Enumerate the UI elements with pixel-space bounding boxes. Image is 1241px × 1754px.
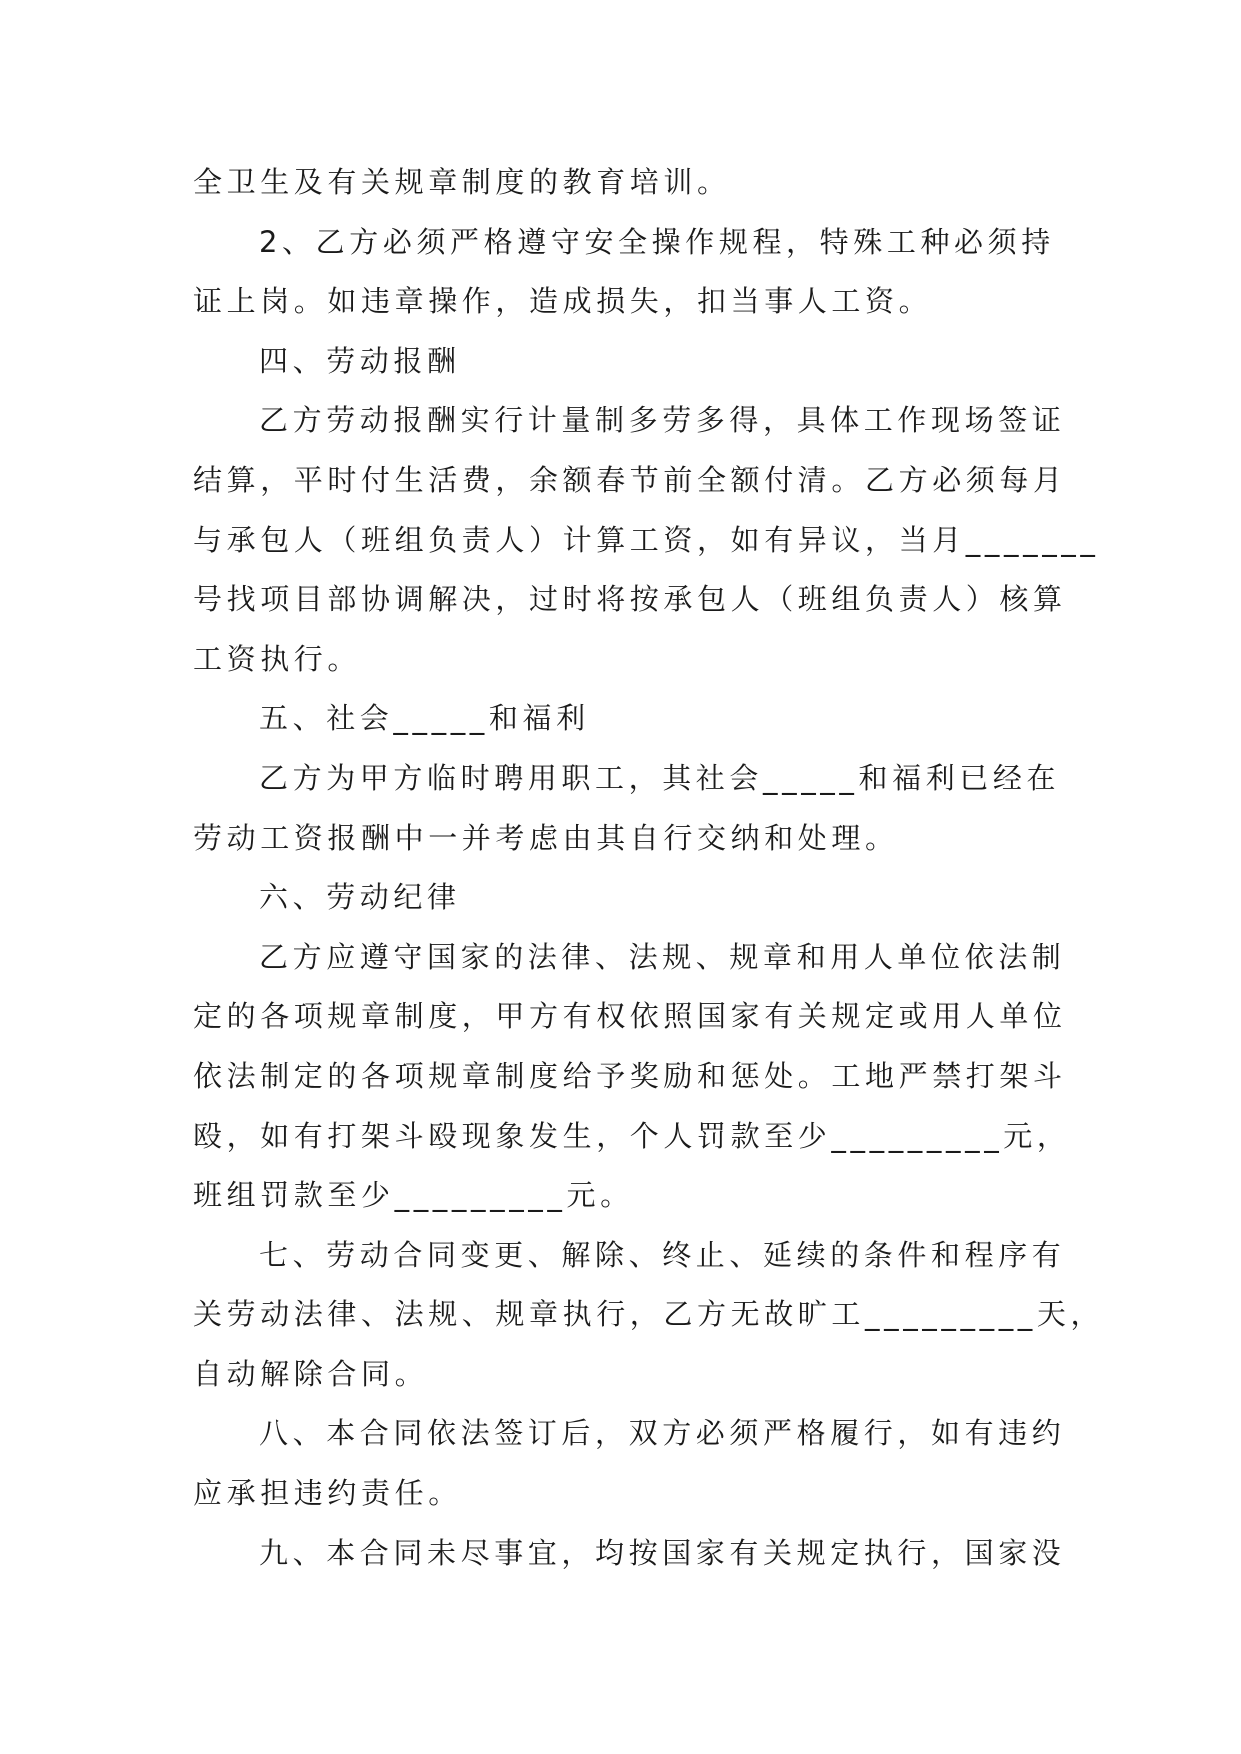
text-line-23: 应承担违约责任。 (193, 1476, 462, 1511)
text-line-5: 乙方劳动报酬实行计量制多劳多得，具体工作现场签证 (259, 403, 1066, 438)
text-line-3: 证上岗。如违章操作，造成损失，扣当事人工资。 (193, 284, 933, 319)
text-line-9: 工资执行。 (193, 641, 362, 676)
text-line-19: 七、劳动合同变更、解除、终止、延续的条件和程序有 (259, 1237, 1066, 1272)
text-line-7: 与承包人（班组负责人）计算工资，如有异议，当月_______ (193, 522, 1100, 557)
text-line-17: 殴，如有打架斗殴现象发生，个人罚款至少_________元， (193, 1118, 1071, 1153)
text-line-24: 九、本合同未尽事宜，均按国家有关规定执行，国家没 (259, 1535, 1066, 1570)
text-line-11: 乙方为甲方临时聘用职工，其社会_____和福利已经在 (259, 760, 1061, 795)
text-line-6: 结算，平时付生活费，余额春节前全额付清。乙方必须每月 (193, 462, 1067, 497)
text-line-14: 乙方应遵守国家的法律、法规、规章和用人单位依法制 (259, 939, 1066, 974)
text-line-15: 定的各项规章制度，甲方有权依照国家有关规定或用人单位 (193, 999, 1067, 1034)
text-line-8: 号找项目部协调解决，过时将按承包人（班组负责人）核算 (193, 582, 1067, 617)
text-line-1: 全卫生及有关规章制度的教育培训。 (193, 165, 731, 199)
text-line-4: 四、劳动报酬 (259, 343, 461, 378)
text-line-18: 班组罚款至少_________元。 (193, 1178, 634, 1213)
text-line-22: 八、本合同依法签订后，双方必须严格履行，如有违约 (259, 1416, 1066, 1451)
text-line-16: 依法制定的各项规章制度给予奖励和惩处。工地严禁打架斗 (193, 1058, 1067, 1093)
text-line-20: 关劳动法律、法规、规章执行，乙方无故旷工_________天， (193, 1297, 1105, 1332)
text-line-2: 2、乙方必须严格遵守安全操作规程，特殊工种必须持 (259, 224, 1055, 259)
contract-body-text (193, 153, 1105, 1583)
text-line-21: 自动解除合同。 (193, 1356, 429, 1391)
text-line-12: 劳动工资报酬中一并考虑由其自行交纳和处理。 (193, 820, 899, 855)
text-line-13: 六、劳动纪律 (259, 880, 461, 915)
text-line-10: 五、社会_____和福利 (259, 701, 590, 736)
